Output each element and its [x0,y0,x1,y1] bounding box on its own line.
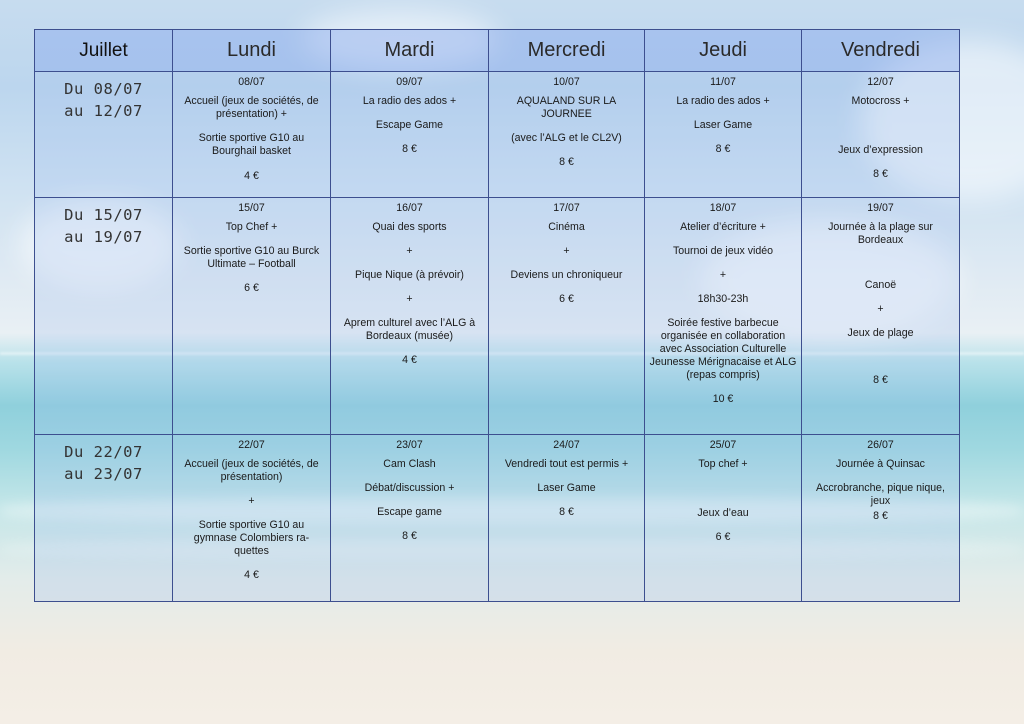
activity-text: + [719,269,727,281]
week-label [35,72,173,198]
activity-price: 4 € [402,354,417,366]
activity-text: Pique Nique (à prévoir) [355,269,464,281]
day-cell [331,435,489,601]
day-cell [802,435,959,601]
activity-text: Escape Game [375,119,444,131]
activity-text: Sortie sportive G10 au Bourghail basket [198,132,305,157]
day-date: 18/07 [709,202,737,214]
day-cell [489,435,645,601]
month-header: Juillet [35,30,173,72]
activity-text: La radio des ados + [676,95,770,107]
activity-text: Top chef + [698,458,748,470]
week-label [35,198,173,435]
activity-text: Quai des sports [372,221,447,233]
day-cell [802,72,959,198]
activity-text: + [563,245,570,257]
activity-text: Accueil (jeux de sociétés, de présentation) [184,458,319,483]
day-date: 12/07 [867,76,894,88]
day-header-vendredi: Vendredi [802,30,959,72]
activity-text: Journée à Quinsac [836,458,925,470]
activity-text: (avec l’ALG et le CL2V) [511,132,622,144]
activity-text: AQUALAND SUR LA JOURNEE [516,95,617,120]
day-cell [802,198,959,435]
activity-text: Top Chef + [225,221,278,233]
activity-text: 18h30-23h [697,293,749,305]
activity-text: Sortie sportive G10 au Burck Ultimate – Football [183,245,320,270]
activity-text: Escape game [377,506,442,518]
activity-text: Jeux de plage [847,327,914,339]
day-date: 11/07 [710,76,736,88]
activity-text: Débat/discussion + [364,482,455,494]
activity-price: 8 € [402,530,417,542]
activity-price: 8 € [559,156,574,168]
activity-price: 4 € [244,170,259,182]
activity-price: 8 € [402,143,417,155]
activity-price: 4 € [244,569,259,581]
day-date: 09/07 [396,76,423,88]
activity-text: Accrobranche, pique nique, jeux [816,482,945,507]
day-header-jeudi: Jeudi [645,30,802,72]
activity-text: Cam Clash [383,458,436,470]
activity-text: + [877,303,884,315]
week-start-label: Du 08/07 [64,80,143,98]
day-header-lundi: Lundi [173,30,331,72]
activity-text: Jeux d’eau [697,507,749,519]
activity-text: + [248,495,255,507]
day-date: 23/07 [396,439,423,451]
activity-price: 6 € [244,282,259,294]
activity-price: 8 € [559,506,574,518]
day-date: 10/07 [553,76,580,88]
activity-text: Deviens un chroniqueur [510,269,623,281]
day-header-mardi: Mardi [331,30,489,72]
day-header-mercredi: Mercredi [489,30,645,72]
activity-text: + [406,293,413,305]
day-cell [645,72,802,198]
day-cell [331,198,489,435]
day-date: 19/07 [867,202,894,214]
activity-price: 8 € [873,374,888,386]
day-date: 08/07 [238,76,265,88]
activity-price: 8 € [873,510,888,522]
day-cell [645,435,802,601]
activity-text: Accueil (jeux de sociétés, de présentation) + [184,95,319,120]
activity-text: Atelier d’écriture + [680,221,766,233]
day-cell [645,198,802,435]
activity-text: Journée à la plage sur Bordeaux [828,221,933,246]
day-date: 22/07 [238,439,265,451]
week-end-label: au 23/07 [64,465,143,483]
day-date: 25/07 [709,439,737,451]
day-cell [173,198,331,435]
activity-text: Canoë [864,279,897,291]
activity-text: Motocross + [851,95,910,107]
day-cell [489,72,645,198]
day-date: 17/07 [553,202,580,214]
activity-text: Soirée festive barbecue organisée en collaboration avec Association Culturelle Jeunesse Mérignacaise et ALG (repas compris) [649,317,797,381]
day-date: 24/07 [553,439,580,451]
activity-text: Sortie sportive G10 au gymnase Colombiers ra-quettes [193,519,310,557]
activity-price: 10 € [712,393,734,405]
weekly-schedule-table [34,29,960,602]
week-end-label: au 12/07 [64,102,143,120]
activity-price: 8 € [873,168,888,180]
day-cell [173,435,331,601]
week-label [35,435,173,601]
activity-text: + [406,245,413,257]
day-cell [489,198,645,435]
activity-text: Jeux d’expression [838,144,923,156]
activity-text: Cinéma [548,221,585,233]
week-start-label: Du 22/07 [64,443,143,461]
activity-text: Aprem culturel avec l’ALG à Bordeaux (musée) [343,317,476,342]
day-date: 16/07 [396,202,423,214]
week-end-label: au 19/07 [64,228,143,246]
activity-text: Laser Game [537,482,596,494]
day-date: 26/07 [867,439,894,451]
activity-text: Laser Game [693,119,753,131]
day-cell [173,72,331,198]
day-cell [331,72,489,198]
activity-price: 6 € [559,293,574,305]
activity-text: La radio des ados + [362,95,457,107]
week-start-label: Du 15/07 [64,206,143,224]
activity-price: 8 € [715,143,731,155]
day-date: 15/07 [238,202,265,214]
activity-text: Tournoi de jeux vidéo [672,245,774,257]
activity-price: 6 € [715,531,731,543]
activity-text: Vendredi tout est permis + [504,458,629,470]
